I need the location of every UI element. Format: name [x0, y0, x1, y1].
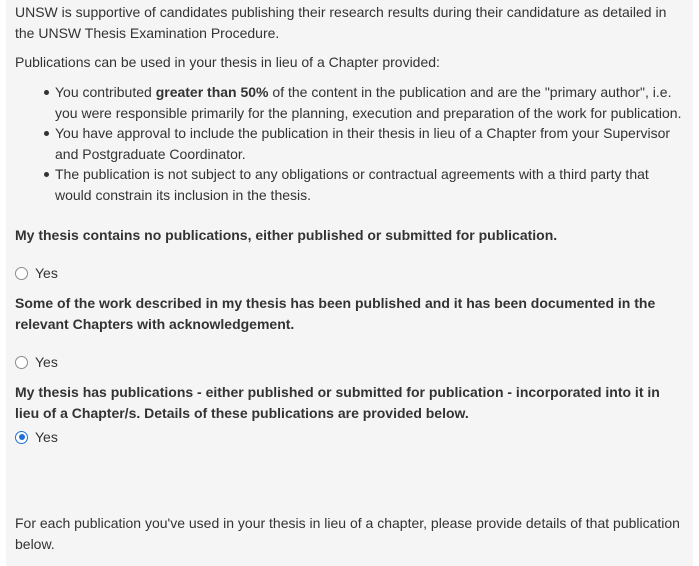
radio-label: Yes — [35, 354, 58, 370]
radio-work-published[interactable] — [15, 356, 28, 369]
question-line-1: Some of the work described in my thesis has been published and it has been documented in the — [15, 295, 656, 311]
radio-no-publications[interactable] — [15, 267, 28, 280]
condition-prefix: You contributed — [55, 84, 156, 100]
intro-text — [15, 2, 675, 43]
condition-item-obligations — [15, 164, 683, 205]
conditions-list — [15, 82, 683, 205]
question-publications-incorporated — [15, 382, 675, 423]
condition-rest: of the content in the publication and are the "primary author", i.e. — [268, 84, 672, 100]
condition-line-2: and Postgraduate Coordinator. — [55, 145, 246, 162]
publication-details-instructions — [15, 513, 683, 554]
radio-label: Yes — [35, 265, 58, 281]
option-publications-incorporated-yes[interactable] — [15, 427, 58, 447]
condition-item-contribution — [15, 82, 683, 123]
radio-label: Yes — [35, 429, 58, 445]
question-line-2: relevant Chapters with acknowledgement. — [15, 315, 295, 332]
option-work-published-yes[interactable] — [15, 352, 58, 372]
footer-line-1: For each publication you've used in your thesis in lieu of a chapter, please provide details of that publication — [15, 515, 680, 531]
question-line-1: My thesis has publications - either published or submitted for publication - incorporated into it in — [15, 384, 660, 400]
footer-line-2: below. — [15, 535, 55, 552]
form-panel — [6, 0, 693, 566]
question-no-publications — [15, 225, 675, 246]
question-line-2: lieu of a Chapter/s. Details of these publications are provided below. — [15, 404, 469, 421]
publications-intro: Publications can be used in your thesis in lieu of a Chapter provided: — [15, 54, 440, 70]
question-work-published — [15, 293, 675, 334]
radio-publications-incorporated[interactable] — [15, 431, 28, 444]
condition-line-2: you were responsible primarily for the planning, execution and preparation of the work for publication. — [55, 104, 682, 121]
condition-line-1: You have approval to include the publication in their thesis in lieu of a Chapter from your Supervisor — [55, 125, 671, 141]
option-no-publications-yes[interactable] — [15, 263, 58, 283]
condition-item-approval — [15, 123, 683, 164]
condition-bold-text: greater than 50% — [155, 84, 269, 100]
condition-line-1: The publication is not subject to any obligations or contractual agreements with a third party that — [55, 166, 649, 182]
intro-line-1: UNSW is supportive of candidates publishing their research results during their candidature as detailed in — [15, 4, 667, 20]
question-text: My thesis contains no publications, either published or submitted for publication. — [15, 227, 558, 243]
intro-line-2: the UNSW Thesis Examination Procedure. — [15, 24, 280, 41]
condition-line-2: would constrain its inclusion in the thesis. — [55, 186, 312, 203]
